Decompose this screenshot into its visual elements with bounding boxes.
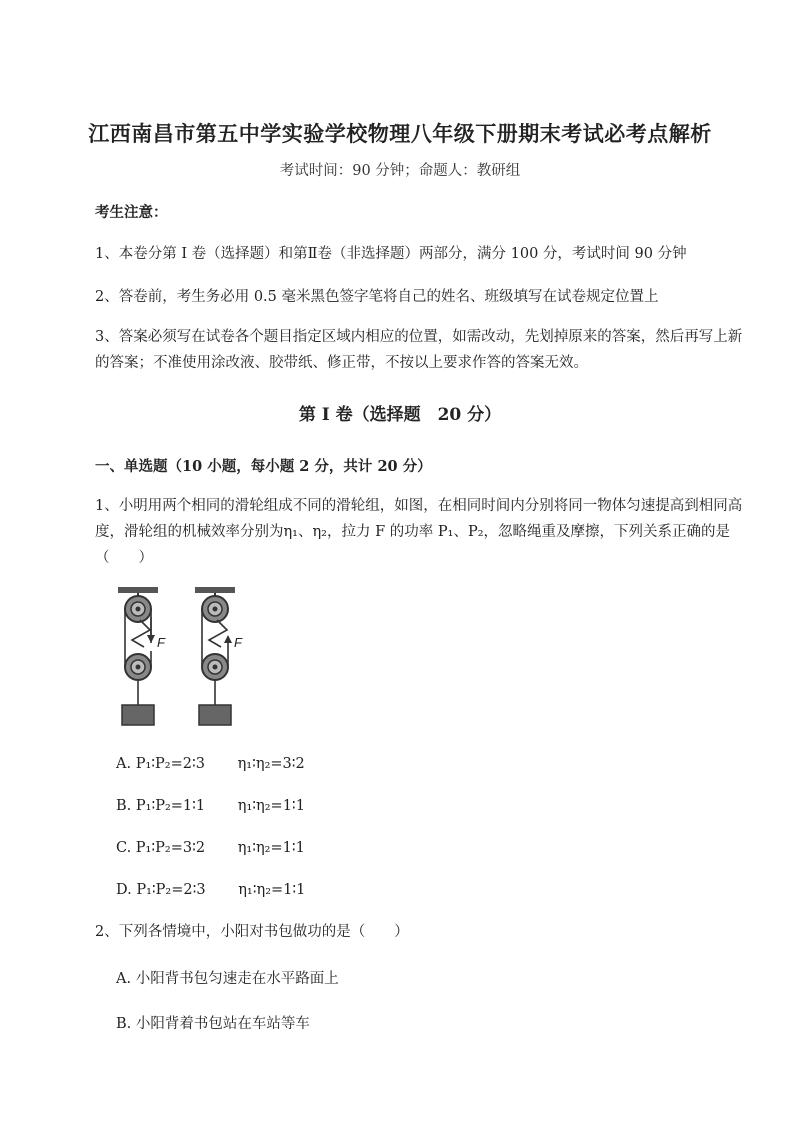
option-letter: B. bbox=[116, 798, 132, 814]
pulley-system-left bbox=[122, 593, 166, 725]
option-letter: C. bbox=[116, 840, 132, 856]
force-label-right: F bbox=[234, 635, 242, 650]
exam-title: 江西南昌市第五中学实验学校物理八年级下册期末考试必考点解析 bbox=[88, 121, 712, 146]
option-letter: B. bbox=[116, 1016, 132, 1032]
option-power: P₁∶P₂=2∶3 bbox=[135, 756, 205, 772]
notice-item-1: 1、本卷分第 I 卷（选择题）和第Ⅱ卷（非选择题）两部分，满分 100 分，考试时间 90 分钟 bbox=[95, 246, 687, 262]
exam-subtitle: 考试时间：90 分钟；命题人：教研组 bbox=[279, 163, 521, 179]
option-letter: A. bbox=[116, 756, 132, 772]
q2-option-a[interactable] bbox=[116, 967, 339, 988]
option-efficiency: η₁∶η₂=1∶1 bbox=[237, 798, 305, 814]
pulley-figure bbox=[110, 585, 270, 730]
ceiling-left bbox=[118, 587, 158, 593]
option-efficiency: η₁∶η₂=3∶2 bbox=[237, 756, 305, 772]
option-text: 小阳背书包匀速走在水平路面上 bbox=[135, 971, 339, 987]
part-heading: 一、单选题（10 小题，每小题 2 分，共计 20 分） bbox=[95, 458, 432, 475]
option-text: 小阳背着书包站在车站等车 bbox=[135, 1016, 310, 1032]
option-efficiency: η₁∶η₂=1∶1 bbox=[237, 840, 305, 856]
notice-heading: 考生注意： bbox=[95, 204, 168, 221]
option-power: P₁∶P₂=2∶3 bbox=[136, 882, 206, 898]
ceiling-right bbox=[195, 587, 235, 593]
option-letter: D. bbox=[116, 882, 132, 898]
pulley-diagram bbox=[110, 585, 270, 730]
q1-option-d[interactable] bbox=[116, 882, 305, 898]
q1-option-b[interactable] bbox=[116, 798, 305, 814]
notice-item-2: 2、答卷前，考生务必用 0.5 毫米黑色签字笔将自己的姓名、班级填写在试卷规定位置上 bbox=[95, 289, 659, 305]
option-power: P₁∶P₂=1∶1 bbox=[135, 798, 206, 814]
q2-option-b[interactable] bbox=[116, 1012, 310, 1033]
section-title: 第 I 卷（选择题 20 分） bbox=[298, 405, 502, 425]
pulley-system-right bbox=[199, 593, 243, 725]
notice-item-3: 3、答案必须写在试卷各个题目指定区域内相应的位置，如需改动，先划掉原来的答案，然后再写上新的答案；不准使用涂改液、胶带纸、修正带，不按以上要求作答的答案无效。 bbox=[95, 329, 743, 371]
question-2-stem: 2、下列各情境中，小阳对书包做功的是（ ） bbox=[95, 924, 409, 940]
force-label-left: F bbox=[157, 635, 165, 650]
option-power: P₁∶P₂=3∶2 bbox=[135, 840, 206, 856]
option-efficiency: η₁∶η₂=1∶1 bbox=[238, 882, 306, 898]
q1-option-c[interactable] bbox=[116, 840, 305, 856]
q1-option-a[interactable] bbox=[116, 756, 305, 772]
option-letter: A. bbox=[116, 971, 132, 987]
question-1-stem: 1、小明用两个相同的滑轮组成不同的滑轮组，如图，在相同时间内分别将同一物体匀速提高到相同高度，滑轮组的机械效率分别为η₁、η₂，拉力 F 的功率 P₁、P₂，忽略绳重及摩擦，下列关系正确的是（ ） bbox=[95, 498, 743, 566]
